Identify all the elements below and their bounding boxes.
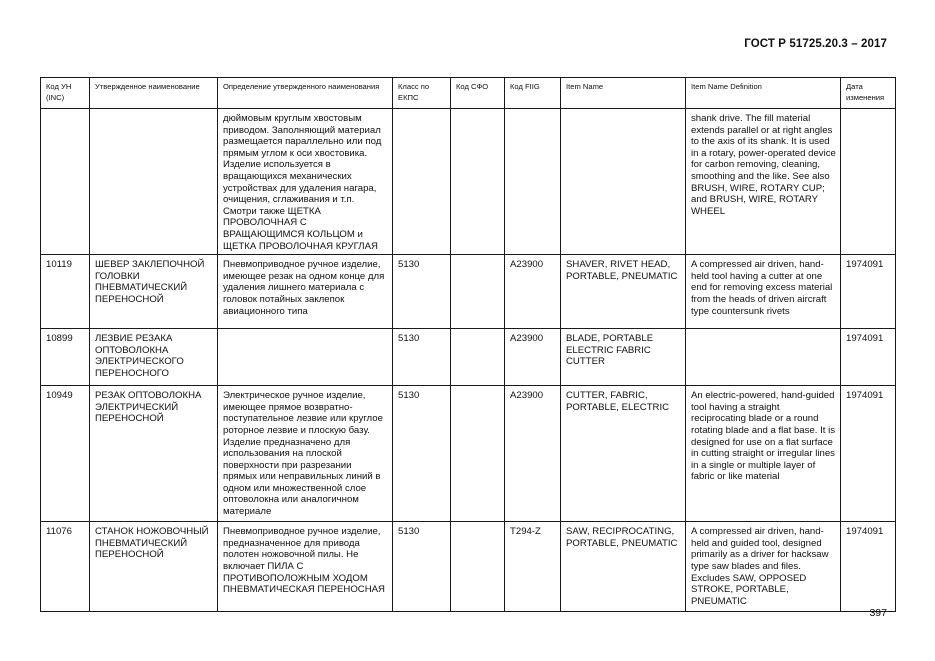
document-standard-title: ГОСТ Р 51725.20.3 – 2017 (744, 38, 887, 50)
nomenclature-table (40, 77, 896, 612)
cell-item-name-definition: A compressed air driven, hand-held tool having a cutter at one end for removing excess material from the heads of driven aircraft type countersunk rivets (686, 255, 841, 329)
cell-item-name: CUTTER, FABRIC, PORTABLE, ELECTRIC (561, 386, 686, 522)
cell-item-name (561, 109, 686, 255)
cell-item-name: BLADE, PORTABLE ELECTRIC FABRIC CUTTER (561, 329, 686, 386)
cell-fiig-code: A23900 (505, 329, 561, 386)
cell-item-name-definition: A compressed air driven, hand-held and guided tool, designed primarily as a driver for hacksaw type saw blades and files. Excludes SAW, OPPOSED STROKE, PORTABLE, PNEUMATIC (686, 522, 841, 612)
cell-change-date: 1974091 (841, 386, 896, 522)
header-ekps-class: Класс по ЕКПС (393, 78, 451, 109)
cell-sfo-code (451, 386, 505, 522)
cell-fiig-code (505, 109, 561, 255)
cell-ekps-class: 5130 (393, 386, 451, 522)
cell-definition (218, 329, 393, 386)
cell-definition: дюймовым круглым хвостовым приводом. Заполняющий материал размещается параллельно или под прямым углом к оси хвостовика. Изделие используется в вращающихся механических устройствах для удаления нагара, очищения, сглаживания и т.п. Смотри также ЩЕТКА ПРОВОЛОЧНАЯ С ВРАЩАЮЩИМСЯ КОЛЬЦОМ и ЩЕТКА ПРОВОЛОЧНАЯ КРУГЛАЯ (218, 109, 393, 255)
cell-definition: Электрическое ручное изделие, имеющее прямое возвратно-поступательное лезвие или круглое роторное лезвие и плоскую базу. Изделие предназначено для использования на плоской поверхности при разрезании прямых или неправильных линий в одном или множественной слое оптоволокна или аналогичном материале (218, 386, 393, 522)
cell-fiig-code: A23900 (505, 255, 561, 329)
cell-item-name-definition: shank drive. The fill material extends parallel or at right angles to the axis of its shank. It is used in a rotary, power-operated device for carbon removing, cleaning, smoothing and the like. See also BRUSH, WIRE, ROTARY CUP; and BRUSH, WIRE, ROTARY WHEEL (686, 109, 841, 255)
cell-change-date: 1974091 (841, 329, 896, 386)
cell-approved-name: ШЕВЕР ЗАКЛЕПОЧНОЙ ГОЛОВКИ ПНЕВМАТИЧЕСКИЙ ПЕРЕНОСНОЙ (90, 255, 218, 329)
cell-ekps-class (393, 109, 451, 255)
cell-approved-name: СТАНОК НОЖОВОЧНЫЙ ПНЕВМАТИЧЕСКИЙ ПЕРЕНОСНОЙ (90, 522, 218, 612)
table-row (41, 109, 896, 255)
cell-item-name-definition: An electric-powered, hand-guided tool having a straight reciprocating blade or a round rotating blade and a flat base. It is designed for use on a flat surface in cutting straight or irregular lines in a single or multiple layer of fabric or like material (686, 386, 841, 522)
cell-approved-name (90, 109, 218, 255)
cell-sfo-code (451, 329, 505, 386)
cell-item-name: SHAVER, RIVET HEAD, PORTABLE, PNEUMATIC (561, 255, 686, 329)
table-row (41, 386, 896, 522)
cell-code-un: 11076 (41, 522, 90, 612)
cell-ekps-class: 5130 (393, 522, 451, 612)
header-item-name: Item Name (561, 78, 686, 109)
cell-definition: Пневмоприводное ручное изделие, предназначенное для привода полотен ножовочной пилы. Не включает ПИЛА С ПРОТИВОПОЛОЖНЫМ ХОДОМ ПНЕВМАТИЧЕСКАЯ ПЕРЕНОСНАЯ (218, 522, 393, 612)
cell-code-un: 10899 (41, 329, 90, 386)
cell-sfo-code (451, 522, 505, 612)
cell-sfo-code (451, 255, 505, 329)
cell-approved-name: ЛЕЗВИЕ РЕЗАКА ОПТОВОЛОКНА ЭЛЕКТРИЧЕСКОГО ПЕРЕНОСНОГО (90, 329, 218, 386)
cell-ekps-class: 5130 (393, 329, 451, 386)
header-code-un: Код УН (INC) (41, 78, 90, 109)
cell-code-un: 10119 (41, 255, 90, 329)
header-approved-name: Утвержденное наименование (90, 78, 218, 109)
cell-change-date: 1974091 (841, 522, 896, 612)
cell-change-date: 1974091 (841, 255, 896, 329)
table-header-row (41, 78, 896, 109)
cell-sfo-code (451, 109, 505, 255)
table-row (41, 522, 896, 612)
header-fiig-code: Код FIIG (505, 78, 561, 109)
table-row (41, 255, 896, 329)
cell-item-name-definition (686, 329, 841, 386)
cell-change-date (841, 109, 896, 255)
header-change-date: Дата изменения (841, 78, 896, 109)
cell-item-name: SAW, RECIPROCATING, PORTABLE, PNEUMATIC (561, 522, 686, 612)
cell-fiig-code: A23900 (505, 386, 561, 522)
cell-definition: Пневмоприводное ручное изделие, имеющее резак на одном конце для удаления лишнего материала с головок потайных заклепок авиационного типа (218, 255, 393, 329)
header-definition: Определение утвержденного наименования (218, 78, 393, 109)
page-number: 397 (869, 607, 887, 619)
cell-fiig-code: T294-Z (505, 522, 561, 612)
cell-code-un: 10949 (41, 386, 90, 522)
table-row (41, 329, 896, 386)
header-item-name-definition: Item Name Definition (686, 78, 841, 109)
header-sfo-code: Код СФО (451, 78, 505, 109)
cell-approved-name: РЕЗАК ОПТОВОЛОКНА ЭЛЕКТРИЧЕСКИЙ ПЕРЕНОСНОЙ (90, 386, 218, 522)
cell-ekps-class: 5130 (393, 255, 451, 329)
cell-code-un (41, 109, 90, 255)
